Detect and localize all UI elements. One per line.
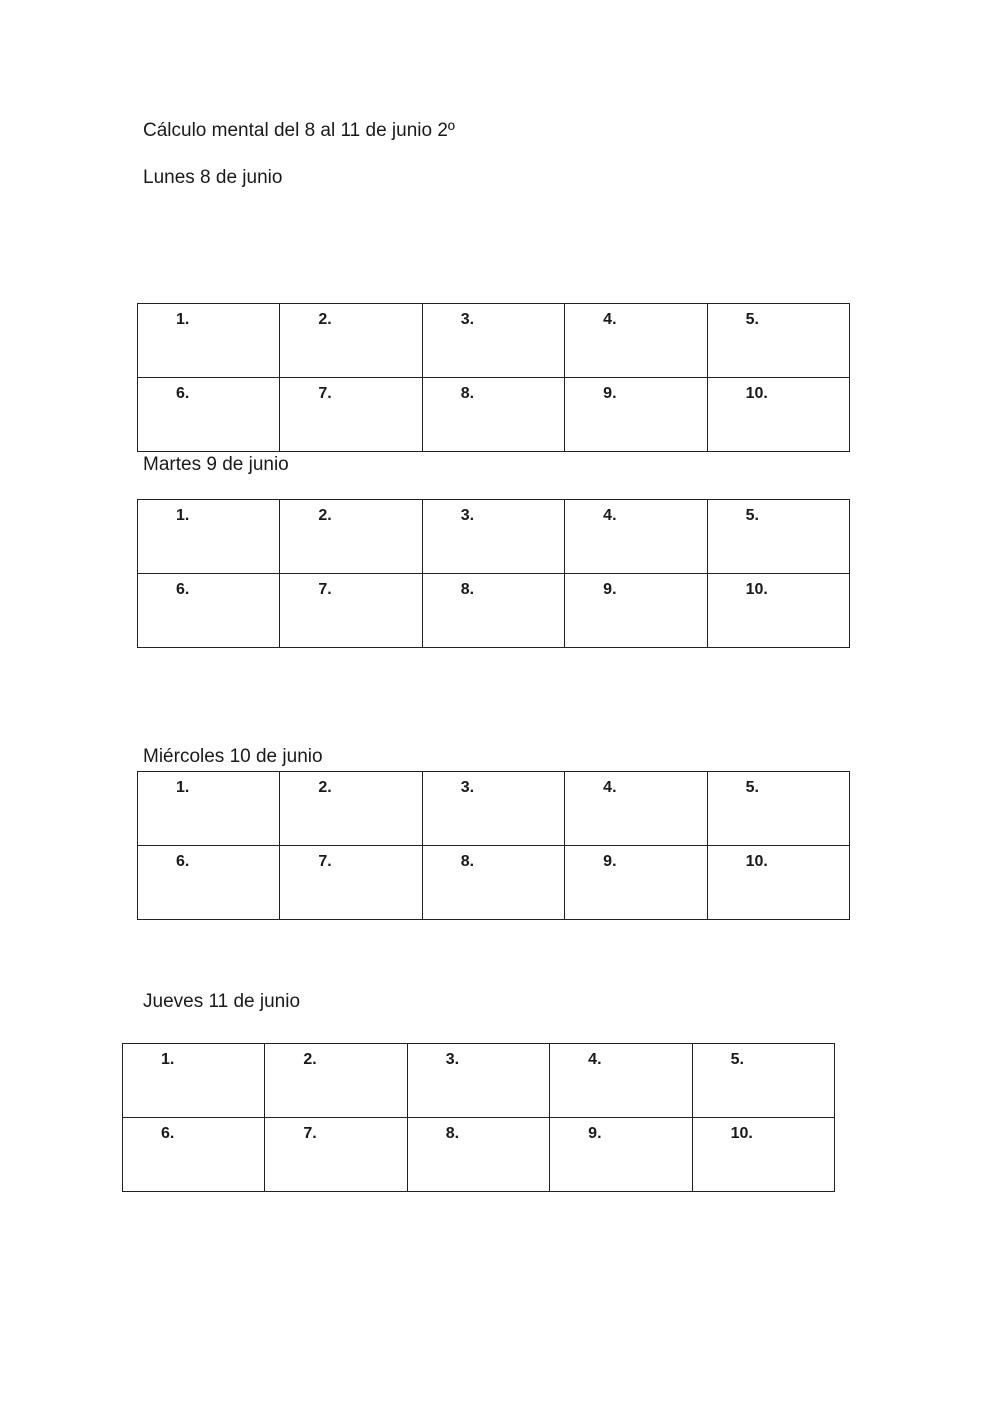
cell-number: 8.: [460, 385, 475, 402]
grid-row: [138, 772, 850, 846]
cell-number: 7.: [318, 853, 332, 870]
document-title: Cálculo mental del 8 al 11 de junio 2º: [143, 120, 455, 141]
answer-cell[interactable]: [138, 304, 280, 378]
cell-number: 3.: [460, 779, 475, 796]
answer-cell[interactable]: [407, 1118, 549, 1192]
answer-grid-martes: [137, 499, 850, 648]
answer-cell[interactable]: [565, 846, 707, 920]
answer-cell[interactable]: [138, 574, 280, 648]
cell-number: 9.: [603, 853, 617, 870]
cell-number: 5.: [745, 779, 759, 796]
answer-cell[interactable]: [422, 500, 564, 574]
cell-number: 8.: [460, 581, 475, 598]
day-heading-jueves: Jueves 11 de junio: [143, 991, 301, 1012]
cell-number: 9.: [603, 581, 617, 598]
answer-cell[interactable]: [265, 1118, 407, 1192]
answer-cell[interactable]: [422, 378, 564, 452]
grid-row: [138, 846, 850, 920]
cell-number: 5.: [745, 507, 759, 524]
answer-cell[interactable]: [280, 772, 422, 846]
answer-cell[interactable]: [280, 378, 422, 452]
cell-number: 9.: [603, 385, 617, 402]
answer-cell[interactable]: [565, 304, 707, 378]
answer-cell[interactable]: [280, 574, 422, 648]
cell-number: 2.: [318, 779, 332, 796]
cell-number: 2.: [318, 311, 332, 328]
cell-number: 6.: [161, 1125, 175, 1142]
cell-number: 1.: [176, 779, 190, 796]
answer-cell[interactable]: [565, 574, 707, 648]
answer-cell[interactable]: [138, 500, 280, 574]
answer-cell[interactable]: [422, 304, 564, 378]
answer-cell[interactable]: [565, 378, 707, 452]
grid-row: [138, 304, 850, 378]
cell-number: 1.: [161, 1051, 175, 1068]
cell-number: 6.: [176, 853, 190, 870]
cell-number: 10.: [745, 581, 768, 598]
answer-cell[interactable]: [707, 574, 849, 648]
cell-number: 3.: [460, 507, 475, 524]
day-heading-miercoles: Miércoles 10 de junio: [143, 746, 323, 767]
cell-number: 2.: [303, 1051, 317, 1068]
answer-grid-jueves: [122, 1043, 835, 1192]
answer-cell[interactable]: [707, 500, 849, 574]
answer-cell[interactable]: [692, 1118, 834, 1192]
answer-cell[interactable]: [550, 1044, 692, 1118]
cell-number: 3.: [460, 311, 475, 328]
cell-number: 5.: [730, 1051, 744, 1068]
cell-number: 8.: [445, 1125, 460, 1142]
cell-number: 8.: [460, 853, 475, 870]
cell-number: 4.: [603, 779, 617, 796]
cell-number: 6.: [176, 385, 190, 402]
grid-row: [138, 574, 850, 648]
grid-row: [138, 378, 850, 452]
answer-cell[interactable]: [138, 378, 280, 452]
grid-row: [138, 500, 850, 574]
answer-cell[interactable]: [707, 772, 849, 846]
cell-number: 1.: [176, 507, 190, 524]
answer-cell[interactable]: [265, 1044, 407, 1118]
cell-number: 9.: [588, 1125, 602, 1142]
answer-cell[interactable]: [138, 846, 280, 920]
answer-cell[interactable]: [280, 500, 422, 574]
grid-row: [123, 1118, 835, 1192]
answer-cell[interactable]: [138, 772, 280, 846]
cell-number: 7.: [303, 1125, 317, 1142]
answer-grid-lunes: [137, 303, 850, 452]
answer-cell[interactable]: [422, 772, 564, 846]
answer-cell[interactable]: [422, 846, 564, 920]
answer-cell[interactable]: [565, 500, 707, 574]
cell-number: 7.: [318, 581, 332, 598]
day-heading-lunes: Lunes 8 de junio: [143, 167, 283, 188]
answer-cell[interactable]: [123, 1044, 265, 1118]
answer-cell[interactable]: [280, 304, 422, 378]
answer-cell[interactable]: [280, 846, 422, 920]
answer-cell[interactable]: [565, 772, 707, 846]
cell-number: 6.: [176, 581, 190, 598]
cell-number: 4.: [588, 1051, 602, 1068]
cell-number: 1.: [176, 311, 190, 328]
answer-cell[interactable]: [550, 1118, 692, 1192]
cell-number: 5.: [745, 311, 759, 328]
cell-number: 10.: [745, 385, 768, 402]
day-heading-martes: Martes 9 de junio: [143, 454, 289, 475]
answer-cell[interactable]: [123, 1118, 265, 1192]
cell-number: 2.: [318, 507, 332, 524]
cell-number: 4.: [603, 311, 617, 328]
answer-cell[interactable]: [692, 1044, 834, 1118]
cell-number: 10.: [745, 853, 768, 870]
answer-cell[interactable]: [422, 574, 564, 648]
answer-cell[interactable]: [407, 1044, 549, 1118]
cell-number: 7.: [318, 385, 332, 402]
cell-number: 10.: [730, 1125, 753, 1142]
answer-cell[interactable]: [707, 378, 849, 452]
cell-number: 3.: [445, 1051, 460, 1068]
grid-row: [123, 1044, 835, 1118]
answer-cell[interactable]: [707, 846, 849, 920]
answer-grid-miercoles: [137, 771, 850, 920]
cell-number: 4.: [603, 507, 617, 524]
answer-cell[interactable]: [707, 304, 849, 378]
